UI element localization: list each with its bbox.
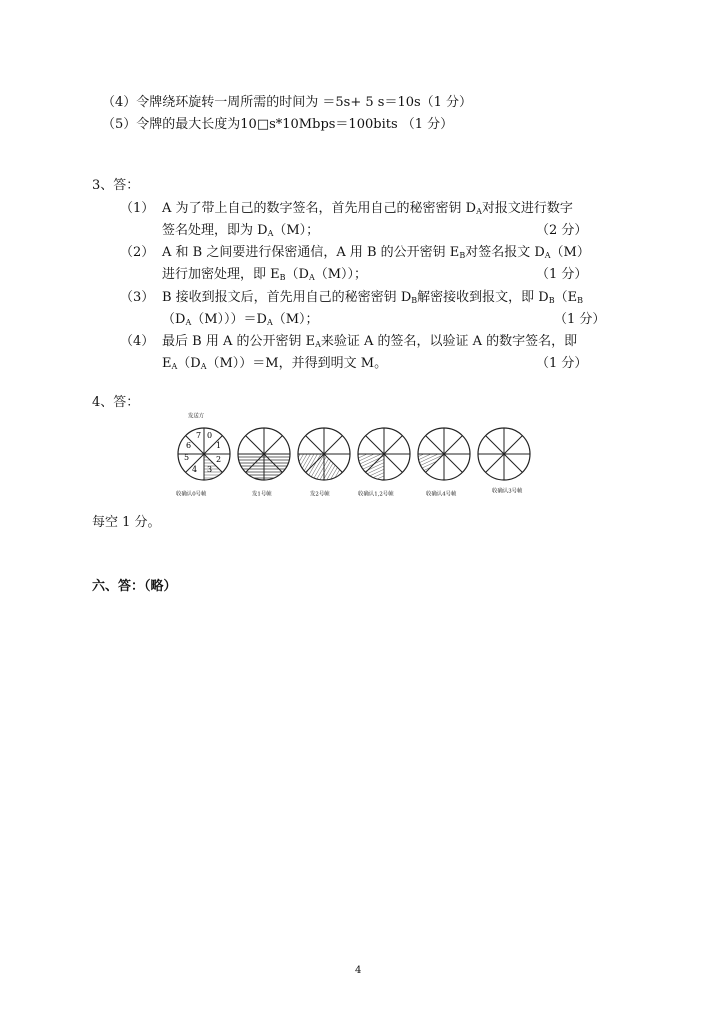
wheel-label-2: 发1号帧 — [252, 491, 272, 498]
wheel-label-1: 收确认0号帧 — [176, 491, 207, 498]
wheel-number: 2 — [216, 455, 222, 464]
wheel-number: 0 — [207, 431, 213, 440]
top-item-5: （5）令牌的最大长度为10□s*10Mbps＝100bits （1 分） — [102, 117, 454, 132]
wheel-number: 3 — [207, 465, 213, 474]
q3-item-1-score: （2 分） — [536, 223, 588, 238]
wheel-3 — [298, 428, 350, 480]
q3-item-1-line-1: A 为了带上自己的数字签名，首先用自己的秘密密钥 $D_A$对报文进行数字 — [162, 201, 573, 216]
wheel-6 — [478, 428, 530, 480]
q3-item-2-number: （2） — [120, 245, 155, 260]
q3-item-4-line-2: $E_A(D_A(M))=M$，并得到明文 M。 — [162, 356, 388, 371]
q3-item-2-line-2: 进行加密处理，即 $E_B(D_A(M))$； — [162, 267, 368, 282]
wheel-number: 4 — [192, 465, 198, 474]
q3-item-4-number: （4） — [120, 334, 155, 349]
q3-item-1-line-2: 签名处理，即为 $D_A(M)$； — [162, 223, 320, 238]
wheel-5 — [418, 428, 470, 480]
q3-item-3-line-2: $(D_A(M)))=D_A(M)$； — [162, 312, 319, 327]
top-item-4: （4）令牌绕环旋转一周所需的时间为 ＝5s+ 5 s＝10s（1 分） — [102, 95, 473, 110]
q3-item-3-number: （3） — [120, 290, 155, 305]
q3-item-1-number: （1） — [120, 201, 155, 216]
sliding-window-wheels — [174, 408, 534, 504]
wheel-2 — [238, 428, 290, 480]
q4-heading: 4、答： — [92, 395, 140, 410]
page-number: 4 — [355, 965, 362, 976]
wheel-4 — [358, 428, 410, 480]
q3-item-4-line-1: 最后 B 用 A 的公开密钥 $E_A$来验证 A 的签名，以验证 A 的数字签名，即 — [162, 334, 578, 349]
wheel-1 — [178, 428, 230, 480]
wheel-number: 1 — [216, 441, 222, 450]
q3-item-3-score: （1 分） — [554, 312, 606, 327]
wheel-label-5: 收确认4号帧 — [426, 491, 457, 498]
wheel-label-3: 发2号帧 — [310, 491, 330, 498]
q3-heading: 3、答： — [92, 178, 140, 193]
wheel-label-4: 收确认1,2号帧 — [358, 491, 394, 498]
wheel-number: 5 — [184, 453, 190, 462]
q4-note: 每空 1 分。 — [92, 515, 161, 530]
q3-item-2-score: （1 分） — [536, 267, 588, 282]
wheel-number: 6 — [186, 441, 192, 450]
wheel-top-label: 发送方 — [188, 413, 205, 420]
q3-item-2-line-1: A 和 B 之间要进行保密通信，A 用 B 的公开密钥 $E_B$对签名报文 $D_A(M)$ — [162, 245, 590, 260]
section-six-heading: 六、答：（略） — [92, 579, 177, 594]
q3-item-4-score: （1 分） — [536, 356, 588, 371]
wheel-number: 7 — [196, 431, 202, 440]
sliding-window-diagram — [174, 408, 534, 504]
q3-item-3-line-1: B 接收到报文后，首先用自己的秘密密钥 $D_B$解密接收到报文，即 $D_B(E_B$ — [162, 290, 583, 305]
wheel-label-6: 收确认3号帧 — [492, 488, 523, 495]
